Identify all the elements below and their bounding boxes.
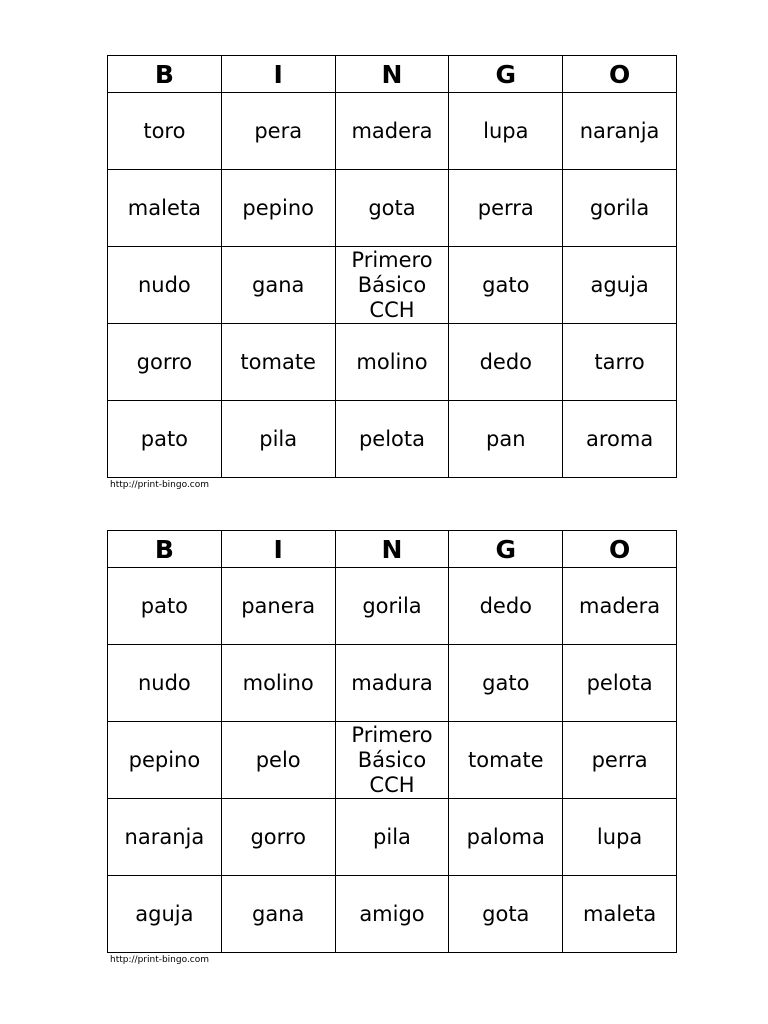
table-row [108, 645, 677, 722]
table-row [108, 247, 677, 324]
bingo-cell: molino [221, 645, 335, 722]
bingo-cell: pila [335, 799, 449, 876]
bingo-cell: pato [108, 568, 222, 645]
free-space-cell: Primero Básico CCH [335, 722, 449, 799]
bingo-cell: lupa [563, 799, 677, 876]
bingo-cell: pera [221, 93, 335, 170]
bingo-cell: dedo [449, 324, 563, 401]
header-cell: N [335, 56, 449, 93]
bingo-cell: aguja [563, 247, 677, 324]
bingo-cell: madura [335, 645, 449, 722]
bingo-cell: pan [449, 401, 563, 478]
bingo-cell: madera [335, 93, 449, 170]
bingo-cell: nudo [108, 645, 222, 722]
bingo-cell: pelota [335, 401, 449, 478]
bingo-card-1 [107, 55, 677, 490]
bingo-cell: lupa [449, 93, 563, 170]
bingo-cell: gota [335, 170, 449, 247]
credit-text: http://print-bingo.com [110, 955, 210, 965]
bingo-cell: gato [449, 645, 563, 722]
table-row [108, 722, 677, 799]
bingo-card-2 [107, 530, 677, 965]
free-space-cell: Primero Básico CCH [335, 247, 449, 324]
bingo-cell: panera [221, 568, 335, 645]
bingo-cell: pelo [221, 722, 335, 799]
bingo-cell: gorila [335, 568, 449, 645]
bingo-cell: gota [449, 876, 563, 953]
header-cell: I [221, 56, 335, 93]
header-row [108, 531, 677, 568]
bingo-cell: toro [108, 93, 222, 170]
bingo-cell: pelota [563, 645, 677, 722]
header-cell: O [563, 56, 677, 93]
bingo-cell: amigo [335, 876, 449, 953]
bingo-cell: perra [449, 170, 563, 247]
bingo-cell: maleta [108, 170, 222, 247]
header-cell: O [563, 531, 677, 568]
bingo-cell: maleta [563, 876, 677, 953]
table-row [108, 93, 677, 170]
header-cell: N [335, 531, 449, 568]
bingo-cell: tarro [563, 324, 677, 401]
bingo-cell: pila [221, 401, 335, 478]
credit-text: http://print-bingo.com [110, 480, 210, 490]
bingo-cell: aguja [108, 876, 222, 953]
bingo-cell: nudo [108, 247, 222, 324]
bingo-cell: paloma [449, 799, 563, 876]
bingo-cell: madera [563, 568, 677, 645]
bingo-cell: dedo [449, 568, 563, 645]
bingo-cell: aroma [563, 401, 677, 478]
table-row [108, 401, 677, 478]
bingo-cell: pepino [108, 722, 222, 799]
bingo-cell: gorro [221, 799, 335, 876]
bingo-cell: gorila [563, 170, 677, 247]
bingo-cell: molino [335, 324, 449, 401]
bingo-cell: gato [449, 247, 563, 324]
header-cell: B [108, 56, 222, 93]
table-row [108, 170, 677, 247]
header-cell: B [108, 531, 222, 568]
table-row [108, 799, 677, 876]
header-cell: G [449, 531, 563, 568]
bingo-cell: pepino [221, 170, 335, 247]
bingo-cell: gana [221, 247, 335, 324]
bingo-grid [107, 530, 677, 953]
table-row [108, 324, 677, 401]
bingo-cell: gana [221, 876, 335, 953]
bingo-cell: naranja [563, 93, 677, 170]
bingo-cell: perra [563, 722, 677, 799]
bingo-cell: tomate [221, 324, 335, 401]
bingo-cell: naranja [108, 799, 222, 876]
bingo-cell: gorro [108, 324, 222, 401]
table-row [108, 876, 677, 953]
header-cell: G [449, 56, 563, 93]
header-cell: I [221, 531, 335, 568]
bingo-cell: pato [108, 401, 222, 478]
bingo-cell: tomate [449, 722, 563, 799]
bingo-grid [107, 55, 677, 478]
table-row [108, 568, 677, 645]
header-row [108, 56, 677, 93]
